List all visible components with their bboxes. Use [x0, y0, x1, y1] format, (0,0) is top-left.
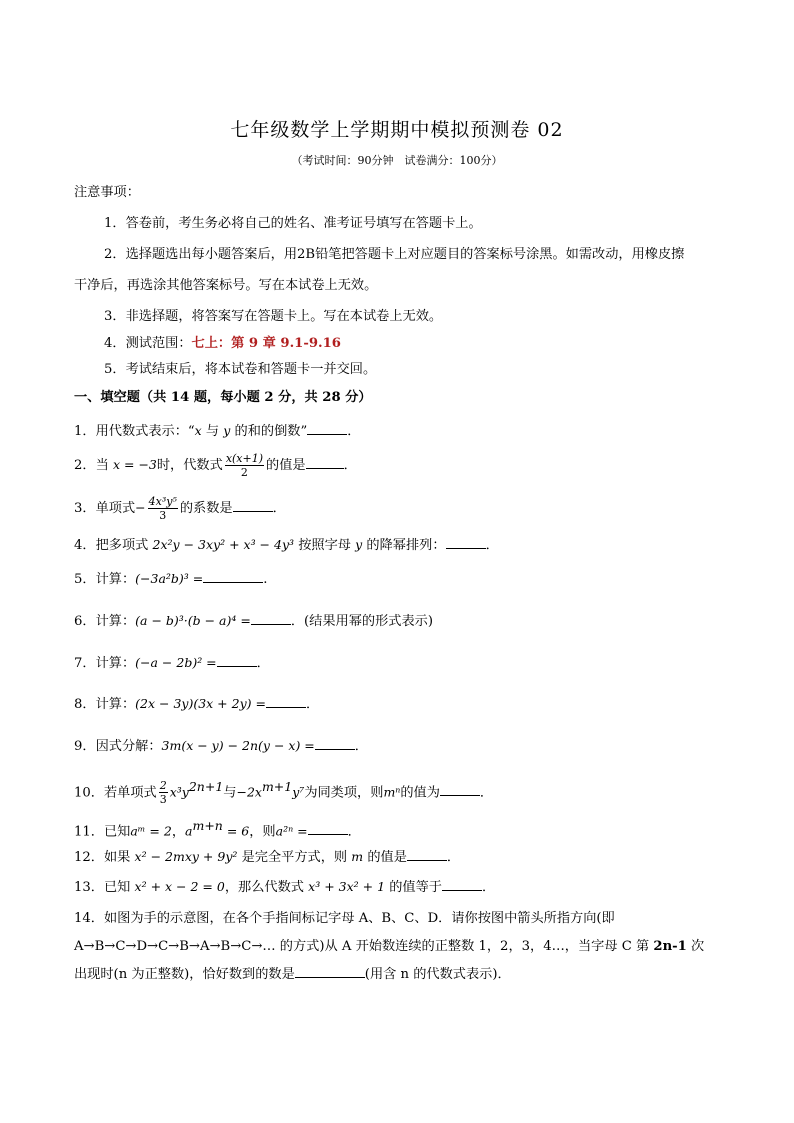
q7-end: ． [256, 656, 270, 671]
question-13 [74, 878, 495, 897]
q11-target: a²ⁿ = [275, 823, 308, 839]
q10-monomial-1: x³y [169, 784, 189, 800]
q12-text: 12．如果 [74, 850, 135, 865]
q11-text: 11．已知 [74, 824, 131, 840]
q10-monomial-2: −2x [236, 784, 262, 800]
q3-end: ． [272, 501, 286, 516]
q5-end: . [263, 572, 268, 587]
answer-blank[interactable] [203, 570, 263, 583]
q9-text: 9．因式分解： [74, 739, 162, 754]
q2-numerator: x(x+1) [225, 452, 264, 465]
exam-info: （考试时间：90分钟 试卷满分：100分） [291, 154, 503, 167]
q3-numerator: 4x³y⁵ [148, 495, 177, 508]
q12-text-3: 的值是 [363, 850, 407, 865]
q14-text-2: 次 [686, 939, 705, 954]
q12-expression: x² − 2mxy + 9y² [134, 849, 238, 864]
answer-blank[interactable] [307, 422, 347, 435]
q8-text: 8．计算： [74, 697, 136, 712]
q10-monomial-2-y: y⁷ [292, 784, 305, 800]
answer-blank[interactable] [217, 654, 257, 667]
answer-blank[interactable] [407, 848, 447, 861]
q10-fraction [159, 779, 168, 806]
q11-text-2: ，则 [249, 824, 276, 840]
test-range: 七上：第 9 章 9.1-9.16 [191, 336, 341, 351]
notes-heading: 注意事项： [74, 185, 140, 200]
q3-fraction [148, 495, 178, 522]
answer-blank[interactable] [295, 965, 365, 978]
question-1 [74, 422, 360, 441]
q12-text-2: 是完全平方式，则 [237, 850, 352, 865]
page-title: 七年级数学上学期期中模拟预测卷 02 [230, 119, 564, 141]
note-item-2-cont: 干净后，再选涂其他答案标号。写在本试卷上无效。 [74, 278, 378, 293]
q2-text: 2．当 [74, 458, 113, 473]
answer-blank[interactable] [440, 783, 480, 796]
q8-expression: (2x − 3y)(3x + 2y) = [135, 696, 266, 711]
q2-condition: x = −3 [112, 457, 157, 472]
answer-blank[interactable] [446, 536, 486, 549]
q10-text-4: 的值为 [400, 785, 440, 801]
q6-text: 6．计算： [74, 614, 136, 629]
q9-end: ． [354, 739, 368, 754]
question-10 [74, 771, 493, 809]
q14-sequence-text: A→B→C→D→C→B→A→B→C→… 的方式)从 A 开始数连续的正整数 1，2，3，4…，当字母 C 第 [74, 939, 654, 954]
q10-exponent-2: m+1 [261, 779, 293, 794]
answer-blank[interactable] [308, 822, 348, 835]
q3-text-2: 的系数是 [179, 501, 233, 516]
q2-text-3: 的值是 [266, 458, 306, 473]
q10-numerator: 2 [159, 779, 167, 793]
answer-blank[interactable] [306, 456, 344, 469]
q13-text-2: ，那么代数式 [224, 880, 309, 895]
q10-text-2: 与 [223, 785, 237, 801]
q14-text-4: (用含 n 的代数式表示)． [364, 967, 511, 982]
q11-given-2-exponent: m+n [192, 818, 223, 833]
section-heading: 一、填空题（共 14 题，每小题 2 分，共 28 分） [74, 390, 372, 405]
q1-end: ． [347, 424, 361, 439]
q11-end: ． [347, 824, 361, 840]
q14-text-3: 出现时(n 为正整数)，恰好数到的数是 [74, 967, 295, 982]
q2-fraction [225, 452, 264, 479]
q10-text: 10．若单项式 [74, 785, 157, 801]
q1-var-y: y [223, 423, 231, 438]
q1-var-x: x [194, 423, 202, 438]
question-3 [74, 492, 286, 525]
q10-text-3: 为同类项，则 [304, 785, 384, 801]
answer-blank[interactable] [442, 878, 482, 891]
q4-polynomial: 2x²y − 3xy² + x³ − 4y³ [152, 537, 295, 552]
note-item-5: 5．考试结束后，将本试卷和答题卡一并交回。 [104, 362, 377, 377]
q14-line-2 [74, 933, 724, 961]
answer-blank[interactable] [233, 499, 273, 512]
q2-denominator: 2 [240, 466, 248, 479]
q11-given-2-value: = 6 [222, 823, 250, 839]
q10-denominator: 3 [159, 793, 167, 807]
q4-text: 4．把多项式 [74, 538, 153, 553]
question-14 [74, 905, 724, 989]
q1-text-2: 与 [201, 424, 224, 439]
q10-power: mⁿ [383, 784, 401, 800]
q6-text-2: ．(结果用幂的形式表示) [290, 614, 434, 629]
answer-blank[interactable] [266, 695, 306, 708]
q14-occurrence: 2n-1 [653, 939, 687, 954]
q11-comma: ， [171, 824, 186, 840]
question-2 [74, 449, 357, 482]
q13-end: ． [481, 880, 496, 895]
q5-text: 5．计算： [74, 572, 136, 587]
q11-given-1: aᵐ = 2 [130, 823, 172, 839]
question-12 [74, 848, 460, 867]
q14-line-3 [74, 961, 724, 989]
q2-text-2: 时，代数式 [156, 458, 223, 473]
q9-expression: 3m(x − y) − 2n(y − x) = [161, 738, 315, 753]
q8-end: ． [305, 697, 320, 712]
question-8 [74, 695, 319, 714]
q12-var-m: m [351, 849, 364, 864]
note-item-4 [104, 335, 341, 353]
q13-text-3: 的值等于 [385, 880, 442, 895]
q10-end: ． [479, 785, 494, 801]
q13-expression: x³ + 3x² + 1 [308, 879, 386, 894]
q4-text-2: 按照字母 [294, 538, 356, 553]
note-item-2: 2．选择题选出每小题答案后，用2B铅笔把答题卡上对应题目的答案标号涂黑。如需改动，用橡皮擦 [104, 247, 685, 262]
note-item-1: 1．答卷前，考生务必将自己的姓名、准考证号填写在答题卡上。 [104, 216, 482, 231]
question-4 [74, 536, 499, 555]
q5-expression: (−3a²b)³ = [135, 571, 204, 586]
q13-equation: x² + x − 2 = 0 [134, 879, 225, 894]
q7-text: 7．计算： [74, 656, 136, 671]
q11-given-2-base: a [185, 823, 193, 839]
q3-minus: − [135, 500, 146, 515]
q7-expression: (−a − 2b)² = [135, 655, 217, 670]
answer-blank[interactable] [315, 737, 355, 750]
note-item-4-label: 4．测试范围： [104, 336, 192, 351]
q4-text-3: 的降幂排列： [362, 538, 446, 553]
question-6 [74, 612, 433, 631]
q14-line-1: 14．如图为手的示意图，在各个手指间标记字母 A、B、C、D．请你按图中箭头所指方向(即 [74, 911, 615, 926]
q4-var-y: y [355, 537, 363, 552]
question-11 [74, 817, 361, 841]
q1-text: 1．用代数式表示：“ [74, 424, 195, 439]
q1-text-3: 的和的倒数” [230, 424, 308, 439]
note-item-3: 3．非选择题，将答案写在答题卡上。写在本试卷上无效。 [104, 309, 443, 324]
q3-denominator: 3 [159, 509, 167, 522]
q2-end: ． [343, 458, 357, 473]
answer-blank[interactable] [251, 612, 291, 625]
question-7 [74, 654, 270, 673]
q6-expression: (a − b)³·(b − a)⁴ = [135, 613, 251, 628]
question-5 [74, 570, 267, 589]
q13-text: 13．已知 [74, 880, 135, 895]
question-9 [74, 737, 368, 756]
q10-exponent-1: 2n+1 [188, 779, 224, 794]
q4-end: ． [485, 538, 499, 553]
q3-text: 3．单项式 [74, 501, 136, 516]
q12-end: ． [446, 850, 461, 865]
